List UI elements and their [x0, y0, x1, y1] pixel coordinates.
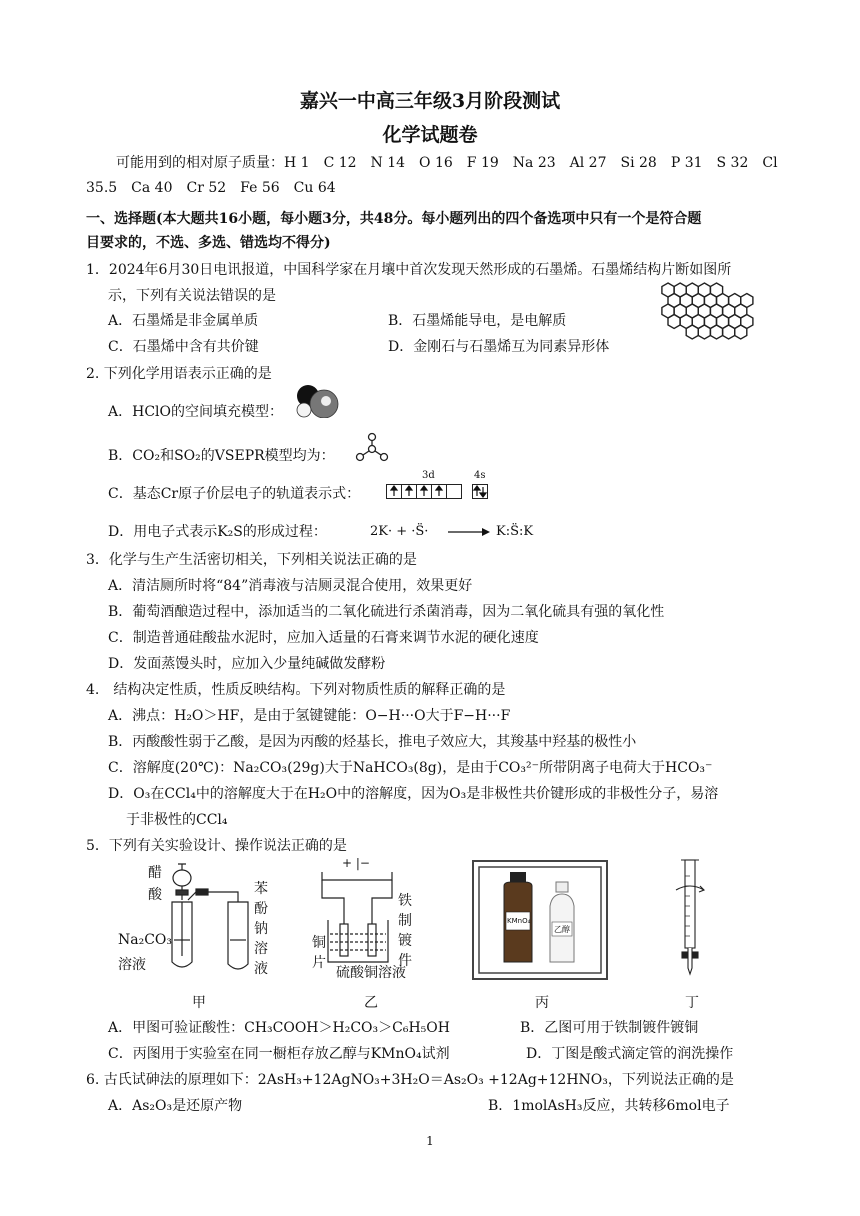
- reaction-arrow-icon: [446, 526, 492, 538]
- q1-option-c: C．石墨烯中含有共价键: [108, 339, 259, 355]
- graphene-hexagon: [668, 315, 680, 329]
- q1-option-d: D．金刚石与石墨烯互为同素异形体: [388, 339, 610, 355]
- q2-option-a: A．HClO的空间填充模型：: [108, 404, 283, 420]
- figure-jia-apparatus: [114, 860, 284, 984]
- q1-option-b: B．石墨烯能导电，是电解质: [388, 313, 567, 329]
- label-solution: 溶液: [118, 957, 146, 973]
- q5-stem: 5．下列有关实验设计、操作说法正确的是: [86, 838, 347, 854]
- q2-option-b: B．CO₂和SO₂的VSEPR模型均为：: [108, 448, 335, 464]
- figure-caption-yi: 乙: [364, 995, 378, 1011]
- label-ben: 苯: [254, 881, 268, 897]
- q2-option-d: D．用电子式表示K₂S的形成过程：: [108, 524, 327, 540]
- q1-stem-line1: 1．2024年6月30日电讯报道，中国科学家在月壤中首次发现天然形成的石墨烯。石墨烯结构片断如图所: [86, 262, 732, 278]
- q1-stem-line2: 示，下列有关说法错误的是: [108, 288, 276, 304]
- kmno4-bottle-label: KMnO₄: [507, 917, 531, 925]
- section-heading-line1: 一、选择题(本大题共16小题，每小题3分，共48分。每小题列出的四个备选项中只有一个是符合题: [86, 211, 702, 227]
- q3-option-b: B．葡萄酒酿造过程中，添加适当的二氧化硫进行杀菌消毒，因为二氧化硫具有强的氧化性: [108, 604, 665, 620]
- formula-reactants: 2K· + ·S̈·: [370, 524, 429, 539]
- q6-option-b: B．1molAsH₃反应，共转移6mol电子: [488, 1098, 730, 1114]
- q4-option-d-line2: 于非极性的CCl₄: [126, 812, 228, 828]
- q3-option-a: A．清洁厕所时将“84”消毒液与洁厕灵混合使用，效果更好: [108, 578, 473, 594]
- page-title: 嘉兴一中高三年级3月阶段测试: [299, 90, 561, 112]
- label-cu: 醋: [148, 865, 162, 881]
- q5-option-c: C．丙图用于实验室在同一橱柜存放乙醇与KMnO₄试剂: [108, 1046, 450, 1062]
- figure-caption-ding: 丁: [685, 995, 699, 1011]
- q4-option-d-line1: D．O₃在CCl₄中的溶解度大于在H₂O中的溶解度，因为O₃是非极性共价键形成的非极性分子，易溶: [108, 786, 719, 802]
- q4-option-c: C．溶解度(20℃)：Na₂CO₃(29g)大于NaHCO₃(8g)，是由于CO₃²⁻所带阴离子电荷大于HCO₃⁻: [108, 760, 713, 776]
- figure-bing-reagent-cabinet: [472, 860, 608, 980]
- section-heading-line2: 目要求的，不选、多选、错选均不得分): [86, 235, 331, 251]
- graphene-hexagon: [698, 325, 710, 339]
- q4-option-b: B．丙酸酸性弱于乙酸，是因为丙酸的烃基长，推电子效应大，其羧基中羟基的极性小: [108, 734, 637, 750]
- label-tong: 铜: [312, 935, 326, 951]
- label-na: 钠: [254, 921, 268, 937]
- q2-stem: 2. 下列化学用语表示正确的是: [86, 366, 272, 382]
- q6-option-a: A．As₂O₃是还原产物: [108, 1098, 243, 1114]
- label-jian: 件: [398, 953, 412, 969]
- graphene-structure-figure: [660, 282, 772, 360]
- hclo-space-filling-model: [290, 384, 344, 418]
- cr-orbital-diagram: [386, 470, 496, 504]
- label-suan: 酸: [148, 887, 162, 903]
- label-na2co3: Na₂CO₃: [118, 932, 173, 948]
- label-ye: 液: [254, 961, 268, 977]
- graphene-hexagon: [723, 325, 735, 339]
- orbital-3d-label: 3d: [422, 470, 435, 481]
- q3-stem: 3．化学与生产生活密切相关，下列相关说法正确的是: [86, 552, 417, 568]
- formula-product: K:S̈:K: [496, 524, 534, 539]
- q1-option-a: A．石墨烯是非金属单质: [108, 313, 259, 329]
- label-du: 镀: [398, 933, 412, 949]
- label-zhi: 制: [398, 913, 412, 929]
- figure-yi-electroplating: [312, 856, 422, 980]
- q4-stem: 4. 结构决定性质，性质反映结构。下列对物质性质的解释正确的是: [86, 682, 506, 698]
- page-number: 1: [426, 1134, 434, 1148]
- ethanol-bottle-label: 乙醇: [554, 925, 570, 934]
- atomic-masses-line2: 35.5 Ca 40 Cr 52 Fe 56 Cu 64: [86, 180, 336, 196]
- q3-option-c: C．制造普通硅酸盐水泥时，应加入适量的石膏来调节水泥的硬化速度: [108, 630, 539, 646]
- figure-caption-jia: 甲: [192, 995, 206, 1011]
- q5-option-d: D．丁图是酸式滴定管的润洗操作: [526, 1046, 734, 1062]
- q2-option-c: C．基态Cr原子价层电子的轨道表示式：: [108, 486, 361, 502]
- label-pian: 片: [312, 955, 326, 971]
- graphene-hexagon: [686, 325, 698, 339]
- vsepr-trigonal-planar-model: [352, 432, 392, 464]
- figure-caption-bing: 丙: [535, 995, 549, 1011]
- orbital-4s-label: 4s: [474, 470, 486, 481]
- q6-stem: 6. 古氏试砷法的原理如下：2AsH₃+12AgNO₃+3H₂O＝As₂O₃ +12Ag+12HNO₃，下列说法正确的是: [86, 1072, 734, 1088]
- label-fen: 酚: [254, 901, 268, 917]
- atomic-masses-line1: 可能用到的相对原子质量：H 1 C 12 N 14 O 16 F 19 Na 23 Al 27 Si 28 P 31 S 32 Cl: [116, 155, 778, 171]
- q4-option-a: A．沸点：H₂O＞HF，是由于氢键键能：O−H···O大于F−H···F: [108, 708, 511, 724]
- graphene-hexagon: [710, 325, 722, 339]
- label-cuso4: 硫酸铜溶液: [336, 965, 406, 981]
- k2s-electron-formula: [370, 522, 540, 544]
- q3-option-d: D．发面蒸馒头时，应加入少量纯碱做发酵粉: [108, 656, 386, 672]
- label-rong: 溶: [254, 941, 268, 957]
- figure-ding-burette-rinse: [672, 856, 708, 978]
- q5-option-b: B．乙图可用于铁制镀件镀铜: [520, 1020, 699, 1036]
- page-subtitle: 化学试题卷: [382, 124, 478, 146]
- label-tie: 铁: [398, 893, 412, 909]
- q5-option-a: A．甲图可验证酸性：CH₃COOH＞H₂CO₃＞C₆H₅OH: [108, 1020, 450, 1036]
- graphene-hexagon: [735, 325, 747, 339]
- label-battery: + |−: [342, 856, 370, 870]
